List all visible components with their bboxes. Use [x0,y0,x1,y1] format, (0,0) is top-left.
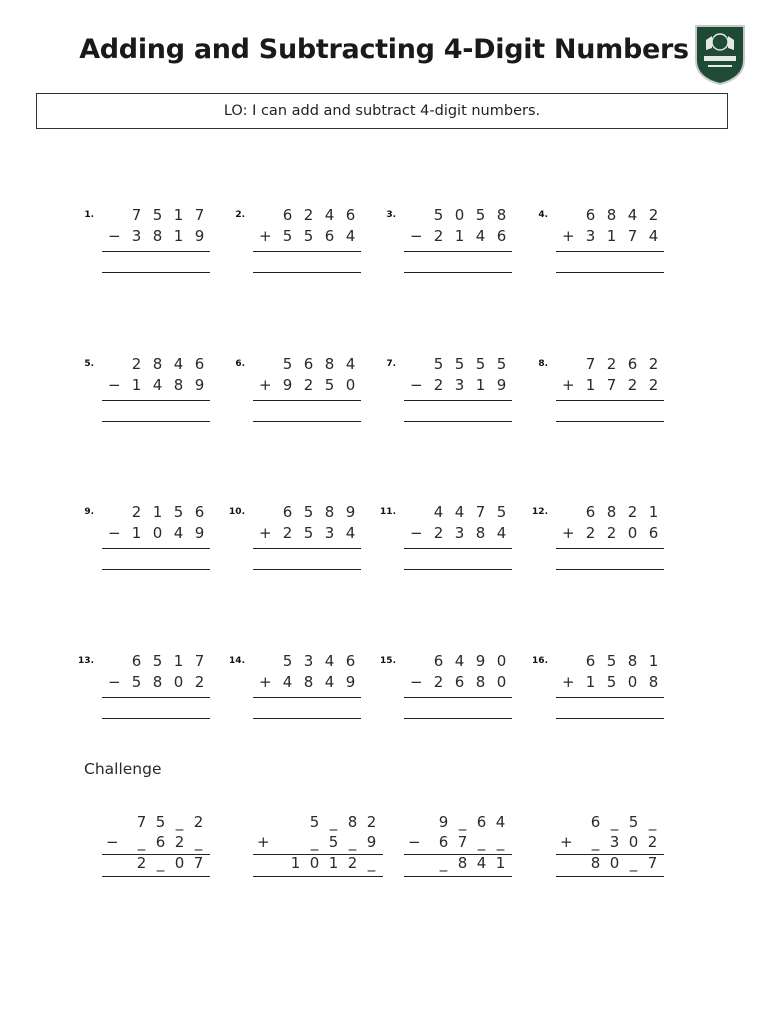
answer-line-top [102,697,210,698]
top-number: 4 4 7 5 [433,503,507,521]
answer-line-bottom [102,718,210,719]
top-number: 2 8 4 6 [131,355,205,373]
answer-number: 1 0 1 2 _ [290,854,376,872]
top-number: 6 8 4 2 [585,206,659,224]
bottom-number: 1 4 8 9 [131,376,205,394]
answer-line-bottom [404,272,512,273]
answer-line-top [404,548,512,549]
answer-line-bottom [253,718,361,719]
problem-number: 4. [538,210,548,220]
plus-sign: + [259,524,272,542]
problem-number: 2. [235,210,245,220]
top-number: 7 5 1 7 [131,206,205,224]
top-number: 6 5 8 9 [282,503,356,521]
answer-number: 2 _ 0 7 [136,854,204,872]
problem-5 [82,357,222,421]
plus-sign: + [259,673,272,691]
challenge-heading: Challenge [84,760,162,778]
problem-4 [536,208,676,272]
minus-sign: − [410,524,423,542]
answer-line-top [404,697,512,698]
problem-number: 6. [235,359,245,369]
problem-8 [536,357,676,421]
bottom-number: 2 2 0 6 [585,524,659,542]
bottom-number: 1 0 4 9 [131,524,205,542]
answer-line-bottom [102,421,210,422]
top-number: 6 4 9 0 [433,652,507,670]
answer-line-bottom [556,718,664,719]
bottom-number: 2 3 1 9 [433,376,507,394]
answer-line-top [253,400,361,401]
problem-number: 8. [538,359,548,369]
bottom-number: 3 8 1 9 [131,227,205,245]
answer-line-top [556,400,664,401]
bottom-number: 1 5 0 8 [585,673,659,691]
answer-number: _ 8 4 1 [439,854,506,872]
problem-9 [82,505,222,569]
problem-10 [229,503,373,569]
plus-sign: + [562,376,575,394]
problem-12 [532,503,676,569]
top-number: 6 _ 5 _ [590,813,657,831]
answer-line-top [253,548,361,549]
plus-sign: + [257,833,270,851]
answer-line-top [253,251,361,252]
answer-line-bottom [556,569,664,570]
challenge-3 [404,813,534,877]
problem-6 [233,357,373,421]
bottom-number: 4 8 4 9 [282,673,356,691]
problem-number: 11. [380,507,396,517]
answer-line-bottom [253,421,361,422]
top-number: 6 8 2 1 [585,503,659,521]
top-number: 6 5 8 1 [585,652,659,670]
answer-line-top [102,251,210,252]
problem-7 [384,357,524,421]
plus-sign: + [259,376,272,394]
crest-logo-icon [692,20,748,86]
problem-15 [380,652,524,718]
top-number: 7 5 _ 2 [136,813,204,831]
answer-line-bottom [404,876,512,877]
minus-sign: − [410,227,423,245]
bottom-number: _ 3 0 2 [591,833,658,851]
plus-sign: + [562,524,575,542]
answer-line-top [404,854,512,855]
answer-line-top [556,548,664,549]
plus-sign: + [259,227,272,245]
minus-sign: − [108,524,121,542]
minus-sign: − [106,833,119,851]
bottom-number: 6 7 _ _ [438,833,505,851]
problem-number: 13. [78,656,94,666]
bottom-number: _ 6 2 _ [137,833,203,851]
bottom-number: 5 5 6 4 [282,227,356,245]
top-number: 5 3 4 6 [282,652,356,670]
answer-line-top [556,697,664,698]
answer-line-bottom [102,569,210,570]
problem-number: 14. [229,656,245,666]
top-number: 6 5 1 7 [131,652,205,670]
top-number: 5 5 5 5 [433,355,507,373]
problem-number: 15. [380,656,396,666]
answer-line-bottom [253,272,361,273]
problem-number: 5. [84,359,94,369]
plus-sign: + [562,227,575,245]
bottom-number: 2 6 8 0 [433,673,507,691]
minus-sign: − [108,673,121,691]
bottom-number: 2 3 8 4 [433,524,507,542]
answer-line-top [102,854,210,855]
answer-number: 8 0 _ 7 [590,854,658,872]
answer-line-bottom [556,876,664,877]
bottom-number: 1 7 2 2 [585,376,659,394]
answer-line-top [556,854,664,855]
bottom-number: 9 2 5 0 [282,376,356,394]
answer-line-top [102,548,210,549]
answer-line-top [253,854,383,855]
top-number: 9 _ 6 4 [438,813,506,831]
problem-1 [82,208,222,272]
minus-sign: − [410,376,423,394]
top-number: 2 1 5 6 [131,503,205,521]
problem-number: 16. [532,656,548,666]
answer-line-top [253,697,361,698]
problem-13 [78,652,222,718]
top-number: 5 6 8 4 [282,355,356,373]
answer-line-bottom [253,876,383,877]
answer-line-bottom [404,569,512,570]
problem-3 [384,208,524,272]
problem-number: 3. [386,210,396,220]
problem-2 [233,208,373,272]
problem-number: 10. [229,507,245,517]
answer-line-bottom [253,569,361,570]
plus-sign: + [562,673,575,691]
challenge-4 [556,813,686,877]
minus-sign: − [108,376,121,394]
problem-number: 9. [84,507,94,517]
answer-line-bottom [404,421,512,422]
answer-line-bottom [404,718,512,719]
answer-line-bottom [102,272,210,273]
learning-objective: LO: I can add and subtract 4-digit numbers. [36,93,728,129]
answer-line-bottom [556,272,664,273]
minus-sign: − [108,227,121,245]
problem-number: 1. [84,210,94,220]
bottom-number: 2 1 4 6 [433,227,507,245]
answer-line-bottom [102,876,210,877]
challenge-1 [102,813,232,877]
problem-number: 12. [532,507,548,517]
problem-number: 7. [386,359,396,369]
top-number: 5 0 5 8 [433,206,507,224]
top-number: 5 _ 8 2 [309,813,377,831]
top-number: 7 2 6 2 [585,355,659,373]
bottom-number: 5 8 0 2 [131,673,205,691]
plus-sign: + [560,833,573,851]
answer-line-top [102,400,210,401]
minus-sign: − [408,833,421,851]
answer-line-top [404,251,512,252]
problem-11 [380,503,524,569]
minus-sign: − [410,673,423,691]
problem-14 [229,652,373,718]
page-title: Adding and Subtracting 4-Digit Numbers [79,34,689,65]
bottom-number: 2 5 3 4 [282,524,356,542]
top-number: 6 2 4 6 [282,206,356,224]
answer-line-top [556,251,664,252]
answer-line-top [404,400,512,401]
problem-16 [532,652,676,718]
challenge-2 [253,813,383,877]
bottom-number: 3 1 7 4 [585,227,659,245]
answer-line-bottom [556,421,664,422]
bottom-number: _ 5 _ 9 [310,833,377,851]
